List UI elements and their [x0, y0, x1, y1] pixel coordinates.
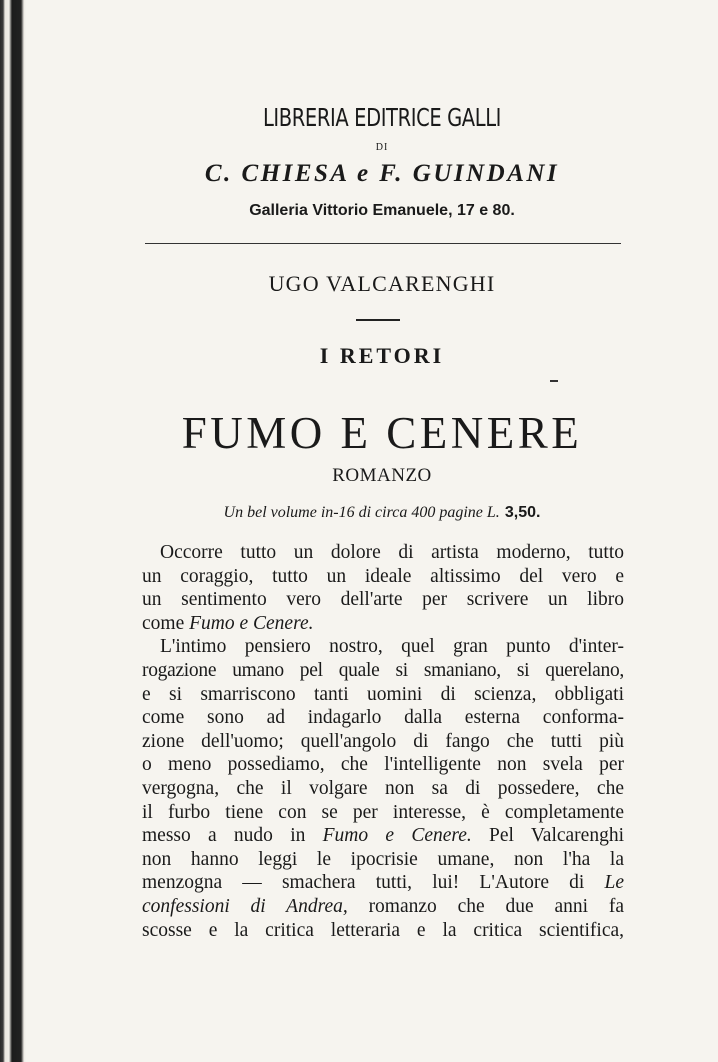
- book-title-ref: Fumo e Cenere.: [189, 612, 314, 634]
- body-line: [142, 824, 624, 848]
- body-line: zione dell'uomo; quell'angolo di fango che tutti più: [142, 730, 624, 752]
- publisher-name: LIBRERIA EDITRICE GALLI: [262, 103, 502, 132]
- publisher-di: DI: [375, 142, 389, 153]
- book-title: FUMO E CENERE: [181, 408, 583, 458]
- body-line: Occorre tutto un dolore di artista moderno, tutto: [160, 542, 624, 563]
- body-line: e si smarriscono tanti uomini di scienza, obbligati: [142, 683, 624, 705]
- body-line: un sentimento vero dell'arte per scrivere un libro: [142, 589, 624, 611]
- offer-text: Un bel volume in-16 di circa 400 pagine L.: [223, 504, 500, 521]
- short-divider-rule: [356, 319, 400, 321]
- book-title-ref: Fumo e Cenere.: [322, 825, 472, 847]
- body-text: messo a nudo in: [142, 825, 323, 847]
- body-text: romanzo che due anni fa: [347, 895, 624, 917]
- body-line: un coraggio, tutto un ideale altissimo del vero e: [142, 565, 624, 587]
- book-title-ref: Le: [604, 872, 625, 894]
- body-line: come sono ad indagarlo dalla esterna conforma-: [142, 707, 624, 729]
- book-author: UGO VALCARENGHI: [268, 271, 496, 296]
- body-text: Pel Valcarenghi: [471, 825, 624, 847]
- offer-price: 3,50.: [504, 504, 541, 521]
- book-series: I RETORI: [319, 343, 445, 368]
- body-line: rogazione umano pel quale si smaniano, si querelano,: [142, 659, 624, 681]
- body-text: menzogna — smachera tutti, lui! L'Autore di: [142, 872, 585, 894]
- body-line: [142, 612, 624, 636]
- body-line: o meno possediamo, che l'intelligente non svela per: [142, 754, 624, 776]
- publisher-owners: C. CHIESA e F. GUINDANI: [204, 160, 560, 187]
- body-line: [142, 871, 624, 895]
- body-line: vergogna, che il volgare non sa di possedere, che: [142, 777, 624, 799]
- ink-mark: [550, 380, 558, 382]
- body-line: il furbo tiene con se per interesse, è completamente: [142, 801, 624, 823]
- body-line: non hanno leggi le ipocrisie umane, non l'ha la: [142, 848, 624, 870]
- book-title-ref: confessioni di Andrea,: [142, 895, 348, 917]
- divider-rule: [145, 243, 621, 244]
- book-genre: ROMANZO: [332, 465, 432, 486]
- publisher-address: Galleria Vittorio Emanuele, 17 e 80.: [249, 202, 515, 219]
- body-text: come: [142, 612, 190, 634]
- body-line: [142, 895, 624, 919]
- body-line: L'intimo pensiero nostro, quel gran punto d'inter-: [160, 636, 624, 658]
- book-offer: [140, 499, 624, 526]
- body-line: scosse e la critica letteraria e la critica scientifica,: [142, 919, 624, 941]
- review-body: [142, 541, 624, 942]
